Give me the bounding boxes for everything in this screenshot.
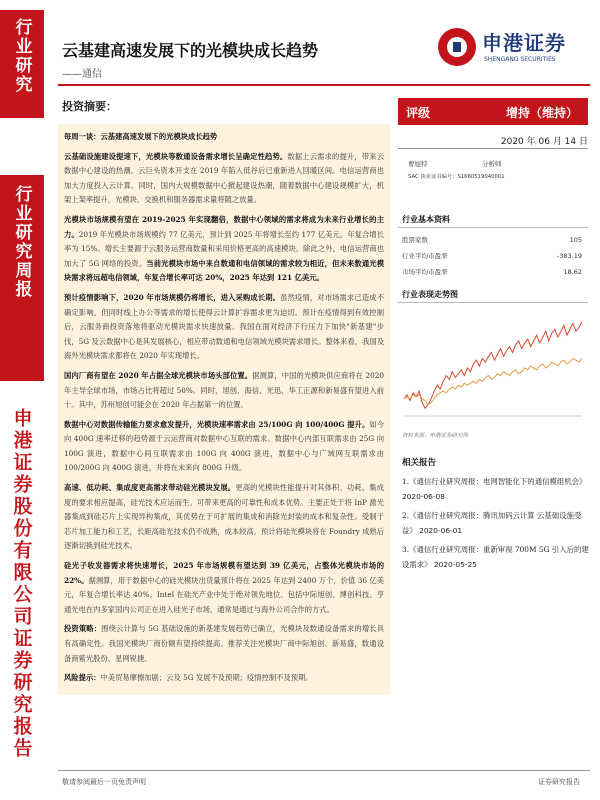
date-divider bbox=[398, 148, 588, 149]
footer-disclaimer: 敬请参阅最后一页免责声明 bbox=[62, 778, 146, 786]
related-report-item[interactable] bbox=[402, 542, 590, 572]
analyst-certificate: SAC 执业证书编号：S1660519040001 bbox=[408, 174, 505, 180]
paragraph-lead: 云基础设施建设提速下，光模块等数通设备需求增长呈确定性趋势。 bbox=[64, 151, 288, 161]
summary-paragraph bbox=[64, 291, 384, 364]
sidebar-report-type: 行业研究周报 bbox=[11, 185, 32, 299]
page-subtitle: ——通信 bbox=[62, 69, 102, 80]
paragraph-lead: 数据中心对数据传输能力要求愈发提升，光模块速率需求由 25/100G 向 100/400G 提升。 bbox=[64, 419, 370, 429]
footer-label: 证券研究报告 bbox=[538, 778, 580, 786]
paragraph-lead: 投资策略： bbox=[64, 624, 102, 634]
chart-divider bbox=[398, 302, 588, 303]
related-report-item[interactable] bbox=[402, 474, 590, 504]
logo-name-en: SHENGANG SECURITIES bbox=[484, 56, 556, 63]
chart-source: 资料来源：申港证券研究所 bbox=[402, 433, 469, 439]
basic-info-table bbox=[402, 232, 582, 280]
paragraph-text: 更高的光模块性能提升对其体积、功耗、集成度的要求相应提高，硅光技术应运而生。可带来更高的可靠性和成本优势。主要正处于将 InP 激光器集成到硅芯片上实现异构集成，其优势在于可扩展的集成和消除光封装的成本和复杂性。受制于芯片加工能力和工艺，长距高硅光技术仍不成熟，成本较高。预计将硅光模块将在 Foundry 成熟后逐渐切换到硅光技术。 bbox=[64, 483, 385, 551]
summary-paragraph bbox=[64, 369, 384, 413]
chart-series-line-2 bbox=[404, 358, 582, 404]
paragraph-text: 数据上云需求的提升，带来云数据中心建设的热潮。云巨头资本开支在 2019 年陷入低谷后已重新进入回暖区间。电信运营商也加大力度投入云计算。同时，国内大规模数据中心掀起建设热潮，随着数据中心建设规模扩大，机架上架率提升，光模块、交换机和服务器需求量将随之放量。 bbox=[64, 151, 384, 205]
paragraph-lead: 国内厂商有望在 2020 年占据全球光模块市场头部位置。 bbox=[64, 370, 253, 380]
industry-performance-chart bbox=[398, 306, 588, 426]
summary-paragraph bbox=[64, 130, 384, 145]
paragraph-lead: 高速、低功耗、集成度更高需求带动硅光模块发展。 bbox=[64, 483, 236, 493]
investment-summary bbox=[58, 98, 390, 695]
related-report-title: 3.《通信行业研究周报：重新审视 700M 5G 引入后的建设需求》 bbox=[402, 545, 589, 569]
analyst-role: 分析师 bbox=[482, 160, 502, 168]
sidebar-category-block bbox=[0, 10, 44, 118]
info-label: 行业平均市盈率 bbox=[402, 252, 448, 260]
rating-label: 评级 bbox=[406, 106, 431, 120]
left-sidebar bbox=[0, 0, 44, 800]
sidebar-company: 申港证券股份有限公司证券研究报告 bbox=[10, 408, 33, 760]
chart-series-line-1 bbox=[404, 322, 582, 409]
related-report-title: 1.《通信行业研究周报：电网智能化下的通信模组机会》 bbox=[402, 477, 587, 486]
basic-info-divider bbox=[398, 227, 588, 228]
report-date: 2020 年 06 月 14 日 bbox=[500, 137, 588, 147]
paragraph-text: 2019 年光模块市场规模约 77 亿美元，预计到 2025 年将增长至约 177 亿美元，年复合增长率为 15%。增长主要源于云服务运营商数量和采用价格更高的高速模块。除此之外，电信运营商也加大了 5G 网络的投资。 bbox=[64, 229, 384, 268]
summary-paragraph bbox=[64, 481, 384, 554]
summary-paragraph bbox=[64, 150, 384, 208]
summary-paragraph bbox=[64, 671, 384, 686]
basic-info-title: 行业基本资料 bbox=[402, 214, 450, 224]
sidebar-category: 行业研究 bbox=[11, 18, 32, 94]
paragraph-lead: 当前光模块市场中来自数通和电信领域的需求较为相近，但未来数通光模块需求将远超电信领域，年复合增长率可达 20%，2025 年达到 121 亿美元。 bbox=[64, 258, 384, 283]
related-reports-title: 相关报告 bbox=[402, 458, 437, 468]
related-report-date: 2020-05-25 bbox=[431, 560, 477, 569]
sidebar-report-type-block bbox=[0, 175, 44, 381]
summary-paragraph bbox=[64, 213, 384, 286]
summary-body bbox=[58, 124, 390, 695]
summary-paragraph bbox=[64, 559, 384, 617]
paragraph-text: 中美贸易摩擦加剧；云及 5G 发展不及预期；疫情控制不及预期。 bbox=[100, 673, 313, 683]
page-title: 云基建高速发展下的光模块成长趋势 bbox=[62, 41, 319, 60]
header-divider bbox=[58, 84, 590, 86]
summary-paragraph bbox=[64, 622, 384, 666]
info-label: 股票家数 bbox=[402, 236, 428, 244]
paragraph-text: 据测算，用于数据中心的硅光模块出货量预计将在 2025 年达到 2400 万个，价值 36 亿美元，年复合增长率达 40%。Intel 在硅光产业中处于绝对领先地位。包括中际旭创、博创科技、亨通光电在内多家国内公司正在进入硅光子市场，通常是通过与海外公司合作的方式。 bbox=[64, 575, 384, 614]
chart-title: 行业表现走势图 bbox=[402, 289, 458, 299]
paragraph-lead: 光模块市场规模有望在 2019-2025 年实现翻倍，数据中心领域的需求将成为未来行业增长的主力。 bbox=[64, 214, 384, 239]
paragraph-lead: 每周一谈：云基建高速发展下的光模块成长趋势 bbox=[64, 132, 218, 141]
related-report-item[interactable] bbox=[402, 508, 590, 538]
sidebar-company-block bbox=[0, 408, 44, 788]
paragraph-lead: 硅光子收发器需求将快速增长，2025 年市场规模有望达到 39 亿美元，占整体光模块市场的 22%。 bbox=[64, 561, 384, 585]
logo-name-cn: 申港证券 bbox=[482, 31, 566, 55]
rating-value: 增持（维持） bbox=[505, 106, 578, 120]
logo-mark-icon bbox=[438, 28, 476, 66]
summary-heading: 投资摘要： bbox=[62, 100, 117, 113]
info-label: 市场平均市盈率 bbox=[402, 268, 448, 276]
info-value: 18.62 bbox=[563, 268, 582, 276]
paragraph-text: 如今向 400G 速率迁移的趋势源于云运营商对数据中心互联的需求。数据中心内部互联需求由 25G 向 100G 演进，数据中心间互联需求由 100G 向 400G 演进，数据中心与广域网互联需求由 100/200G 向 400G 演进，并将在未来向 800G 升级。 bbox=[64, 419, 384, 473]
summary-paragraph bbox=[64, 418, 384, 476]
paragraph-lead: 预计疫情影响下，2020 年市场规模仍将增长，进入采购成长期。 bbox=[64, 292, 281, 302]
footer-divider bbox=[58, 770, 590, 771]
info-row bbox=[402, 232, 582, 248]
info-row bbox=[402, 264, 582, 280]
related-report-title: 2.《通信行业研究周报：腾讯加码云计算 云基础设施受益》 bbox=[402, 511, 582, 535]
paragraph-text: 据测算，中国的光模块供应商将在 2020 年主导全球市场，市场占比将超过 50%。同时，旭创、海信、光迅、华工正源和新易盛有望进入前十。其中，苏州旭创可能会在 2020 年占据第一的位置。 bbox=[64, 370, 385, 410]
analyst-name: 曹旭特 bbox=[408, 160, 428, 168]
info-value: -383.19 bbox=[556, 252, 582, 260]
company-logo bbox=[438, 25, 588, 73]
paragraph-text: 围绕云计算与 5G 基础设施的新基建发展趋势已确立，光模块及数通设备需求的增长具有高确定性。我国光模块厂商份额有望持续提高。推荐关注光模块厂商中际旭创、新易盛，数通设备商紫光股份、星网锐捷。 bbox=[64, 624, 385, 663]
related-report-date: 2020-06-08 bbox=[402, 492, 445, 501]
related-report-date: 2020-06-01 bbox=[416, 526, 463, 535]
related-reports-list bbox=[402, 474, 590, 576]
paragraph-lead: 风险提示： bbox=[64, 673, 101, 683]
paragraph-text: 虽然疫情，对市场需求已造成不确定影响，但同时线上办公等需求的增长使得云计算扩容需求更为迫切。预计在疫情得到有效控制后，云服务商投资落地将驱动光模块需求快速放量。我国在面对经济下行压力下加快"新基建"步伐，5G 及云数据中心是其发展核心，相应带动数通和电信领域光模块需求增长。整体来看，我国及海外光模块需求都将在 2020 年实现增长。 bbox=[64, 292, 384, 361]
info-value: 105 bbox=[569, 236, 582, 244]
info-row bbox=[402, 248, 582, 264]
rating-banner bbox=[398, 98, 588, 125]
